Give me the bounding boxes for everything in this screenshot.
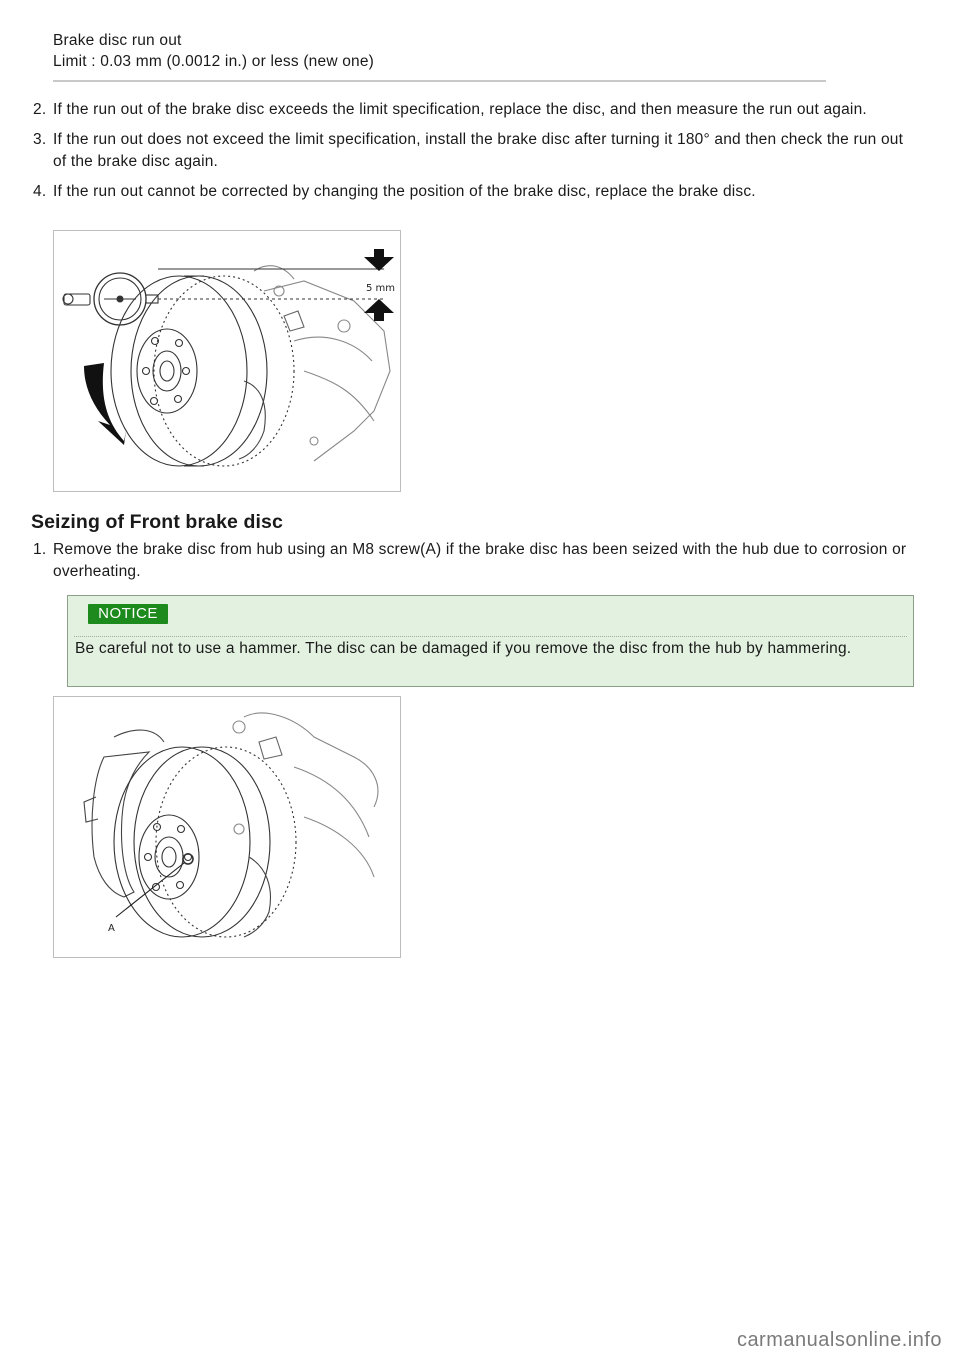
step-text: If the run out of the brake disc exceeds the limit specification, replace the disc, and then measure the run out again. — [53, 101, 867, 118]
spec-limit: Limit : 0.03 mm (0.0012 in.) or less (new one) — [53, 53, 375, 70]
notice-text: Be careful not to use a hammer. The disc can be damaged if you remove the disc from the hub by hammering. — [75, 640, 852, 657]
step-number: 3. — [33, 131, 47, 148]
step-number: 4. — [33, 183, 47, 200]
step-text: If the run out does not exceed the limit specification, install the brake disc after turning it 180° and then check the run out of the brake disc again. — [53, 131, 904, 170]
spec-title: Brake disc run out — [53, 32, 182, 49]
list-item — [0, 129, 920, 173]
figure-runout-measurement — [53, 230, 401, 492]
steps-list-top — [0, 99, 920, 203]
watermark: carmanualsonline.info — [736, 1329, 942, 1351]
runout-diagram — [54, 231, 400, 491]
step-text: Remove the brake disc from hub using an M8 screw(A) if the brake disc has been seized with the hub due to corrosion or overheating. — [53, 541, 907, 580]
rotation-arrow-icon — [84, 363, 126, 445]
disc-removal-diagram — [54, 697, 400, 957]
step-text: If the run out cannot be corrected by changing the position of the brake disc, replace the brake disc. — [53, 183, 756, 200]
divider — [53, 80, 826, 82]
steps-list-bottom — [0, 539, 920, 583]
figure-disc-removal — [53, 696, 401, 958]
notice-box — [67, 595, 914, 687]
list-item — [0, 99, 920, 121]
notice-badge: NOTICE — [88, 604, 168, 624]
dimension-label: 5 mm — [366, 283, 396, 294]
step-number: 1. — [33, 541, 47, 558]
callout-label: A — [108, 923, 115, 934]
list-item — [0, 539, 920, 583]
notice-divider — [74, 636, 907, 637]
list-item — [0, 181, 920, 203]
section-title: Seizing of Front brake disc — [31, 511, 283, 533]
spec-block — [53, 30, 374, 72]
step-number: 2. — [33, 101, 47, 118]
